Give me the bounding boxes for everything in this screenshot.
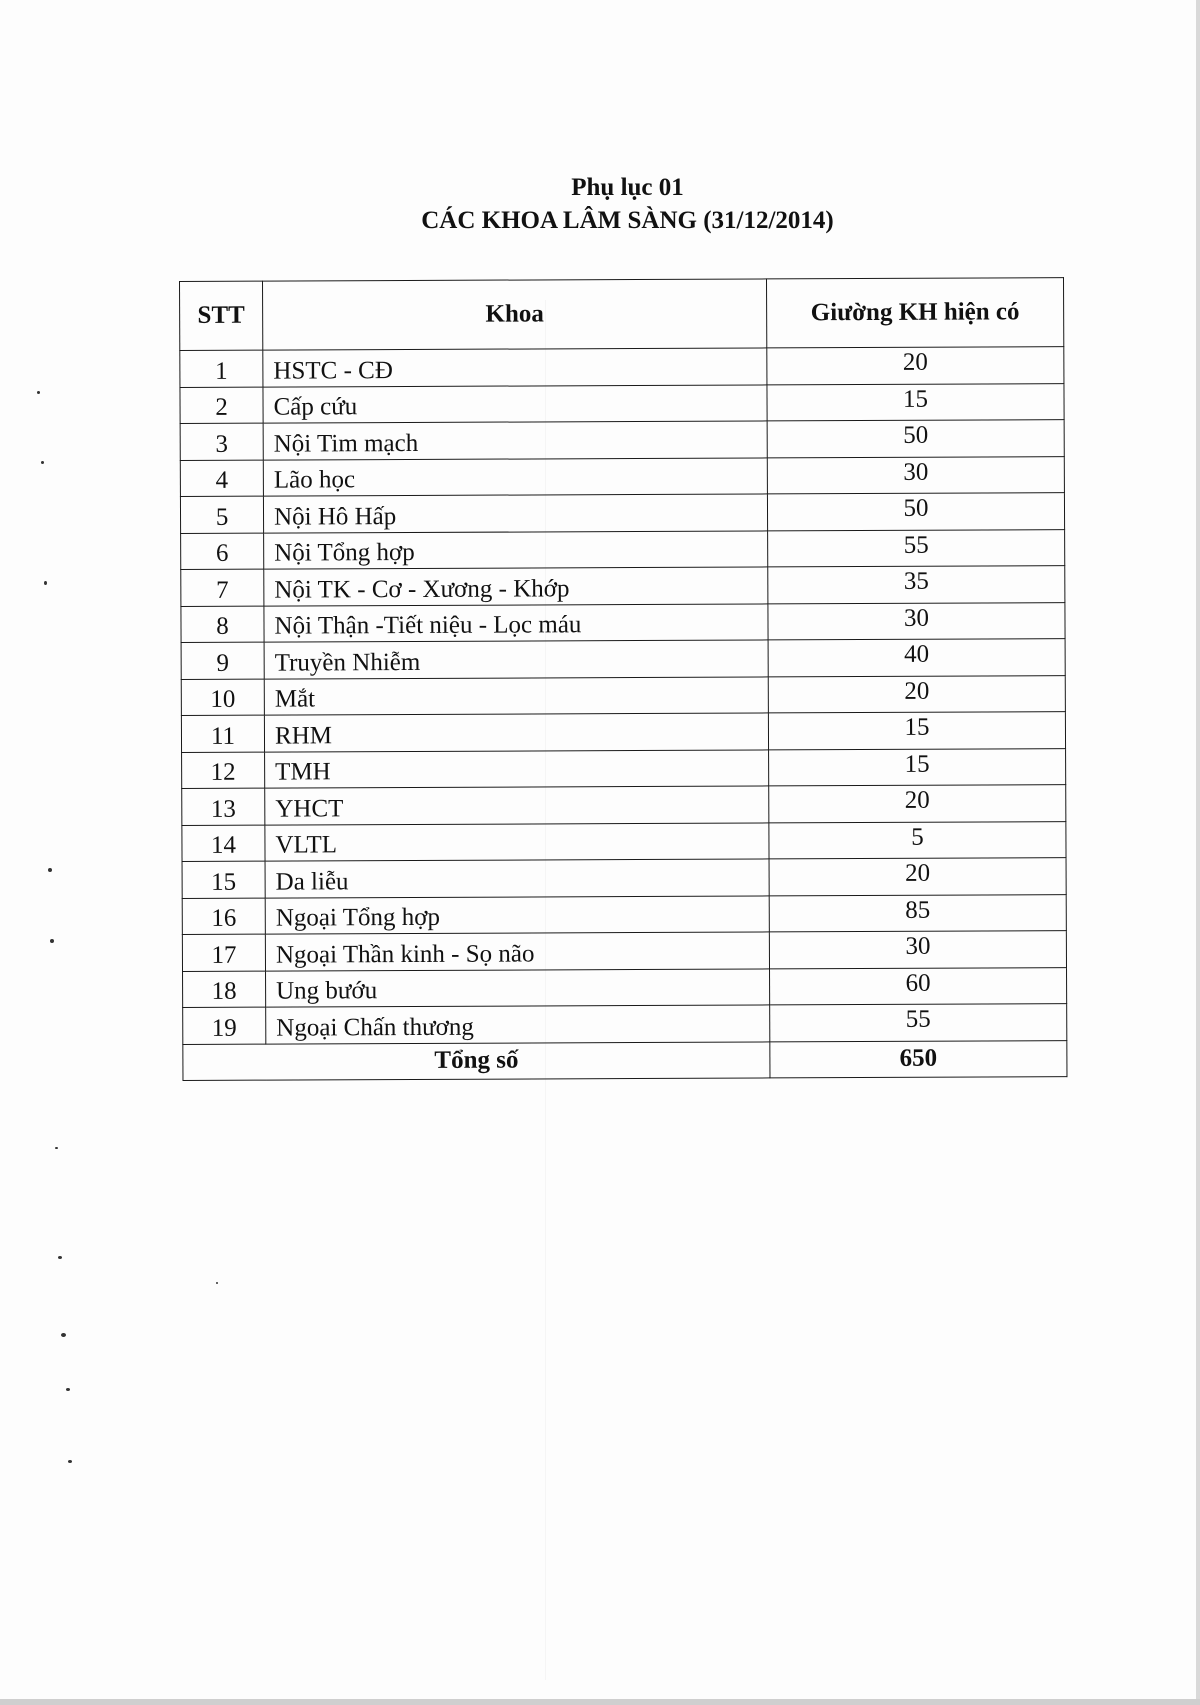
cell-stt: 15 — [182, 861, 265, 898]
table-row — [181, 602, 1065, 642]
cell-beds: 50 — [767, 420, 1064, 458]
cell-beds: 20 — [768, 675, 1065, 713]
scan-speck — [37, 391, 40, 394]
cell-khoa: Nội Tim mạch — [263, 421, 767, 460]
departments-table — [179, 277, 1067, 1081]
table-row — [181, 712, 1065, 752]
cell-stt: 10 — [181, 679, 264, 716]
scan-speck — [41, 461, 44, 464]
cell-khoa: Ung bướu — [266, 968, 770, 1007]
cell-beds: 55 — [770, 1004, 1067, 1042]
cell-khoa: RHM — [264, 713, 768, 752]
total-row — [183, 1040, 1067, 1080]
cell-khoa: Nội Hô Hấp — [263, 494, 767, 533]
cell-beds: 20 — [769, 785, 1066, 823]
cell-stt: 12 — [182, 752, 265, 789]
cell-beds: 35 — [768, 566, 1065, 604]
cell-khoa: Lão học — [263, 457, 767, 496]
cell-stt: 14 — [182, 825, 265, 862]
scan-edge-right — [1196, 0, 1200, 1705]
cell-beds: 30 — [767, 456, 1064, 494]
cell-stt: 1 — [180, 350, 263, 387]
cell-beds: 85 — [769, 894, 1066, 932]
table-row — [182, 894, 1066, 934]
scan-speck — [216, 1282, 218, 1284]
cell-stt: 8 — [181, 606, 264, 643]
scan-speck — [44, 581, 47, 585]
cell-stt: 16 — [182, 898, 265, 935]
document-title: CÁC KHOA LÂM SÀNG (31/12/2014) — [421, 207, 834, 234]
table-row — [182, 931, 1066, 971]
table-header-row — [180, 278, 1064, 351]
appendix-title: Phụ lục 01 — [571, 174, 684, 201]
cell-stt: 11 — [181, 715, 264, 752]
cell-khoa: TMH — [265, 749, 769, 788]
cell-stt: 6 — [181, 533, 264, 570]
table-row — [181, 566, 1065, 606]
scan-speck — [55, 1147, 58, 1149]
cell-khoa: YHCT — [265, 786, 769, 825]
header-beds: Giường KH hiện có — [766, 278, 1063, 348]
cell-khoa: Nội Tổng hợp — [264, 530, 768, 569]
cell-beds: 15 — [769, 748, 1066, 786]
table-row — [180, 493, 1064, 533]
cell-stt: 19 — [183, 1007, 266, 1044]
cell-beds: 30 — [768, 602, 1065, 640]
cell-beds: 30 — [769, 931, 1066, 969]
scan-speck — [48, 868, 52, 872]
cell-beds: 15 — [767, 383, 1064, 421]
cell-beds: 60 — [770, 967, 1067, 1005]
table-row — [182, 748, 1066, 788]
scan-edge-bottom — [0, 1699, 1200, 1705]
table-row — [181, 529, 1065, 569]
table-row — [183, 1004, 1067, 1044]
scan-speck — [58, 1256, 62, 1259]
cell-khoa: HSTC - CĐ — [263, 348, 767, 387]
cell-khoa: Cấp cứu — [263, 384, 767, 423]
cell-stt: 9 — [181, 642, 264, 679]
cell-stt: 18 — [183, 971, 266, 1008]
cell-khoa: Nội TK - Cơ - Xương - Khớp — [264, 567, 768, 606]
cell-stt: 2 — [180, 387, 263, 424]
table-row — [182, 821, 1066, 861]
cell-stt: 4 — [180, 460, 263, 497]
table-row — [180, 456, 1064, 496]
cell-beds: 40 — [768, 639, 1065, 677]
table-row — [182, 858, 1066, 898]
table-row — [181, 639, 1065, 679]
total-label: Tổng số — [183, 1041, 770, 1080]
table-row — [183, 967, 1067, 1007]
cell-stt: 5 — [180, 496, 263, 533]
scan-speck — [61, 1333, 66, 1337]
cell-stt: 13 — [182, 788, 265, 825]
cell-stt: 7 — [181, 569, 264, 606]
scan-speck — [68, 1460, 72, 1463]
cell-khoa: VLTL — [265, 822, 769, 861]
cell-beds: 15 — [768, 712, 1065, 750]
cell-khoa: Truyền Nhiễm — [264, 640, 768, 679]
cell-beds: 20 — [769, 858, 1066, 896]
header-stt: STT — [180, 281, 263, 350]
cell-khoa: Da liễu — [265, 859, 769, 898]
table-row — [180, 383, 1064, 423]
table-row — [182, 785, 1066, 825]
scan-speck — [50, 939, 54, 943]
cell-khoa: Ngoại Chấn thương — [266, 1005, 770, 1044]
cell-khoa: Nội Thận -Tiết niệu - Lọc máu — [264, 603, 768, 642]
cell-stt: 17 — [182, 934, 265, 971]
title-block — [0, 172, 1200, 238]
cell-beds: 20 — [767, 347, 1064, 385]
table-row — [180, 420, 1064, 460]
cell-khoa: Mắt — [264, 676, 768, 715]
cell-stt: 3 — [180, 423, 263, 460]
cell-beds: 5 — [769, 821, 1066, 859]
cell-beds: 55 — [768, 529, 1065, 567]
cell-beds: 50 — [767, 493, 1064, 531]
total-value: 650 — [770, 1040, 1067, 1078]
header-khoa: Khoa — [263, 279, 767, 350]
table-body — [180, 347, 1067, 1044]
cell-khoa: Ngoại Thần kinh - Sọ não — [265, 932, 769, 971]
cell-khoa: Ngoại Tổng hợp — [265, 895, 769, 934]
scan-speck — [66, 1388, 70, 1391]
table-row — [181, 675, 1065, 715]
table-row — [180, 347, 1064, 387]
